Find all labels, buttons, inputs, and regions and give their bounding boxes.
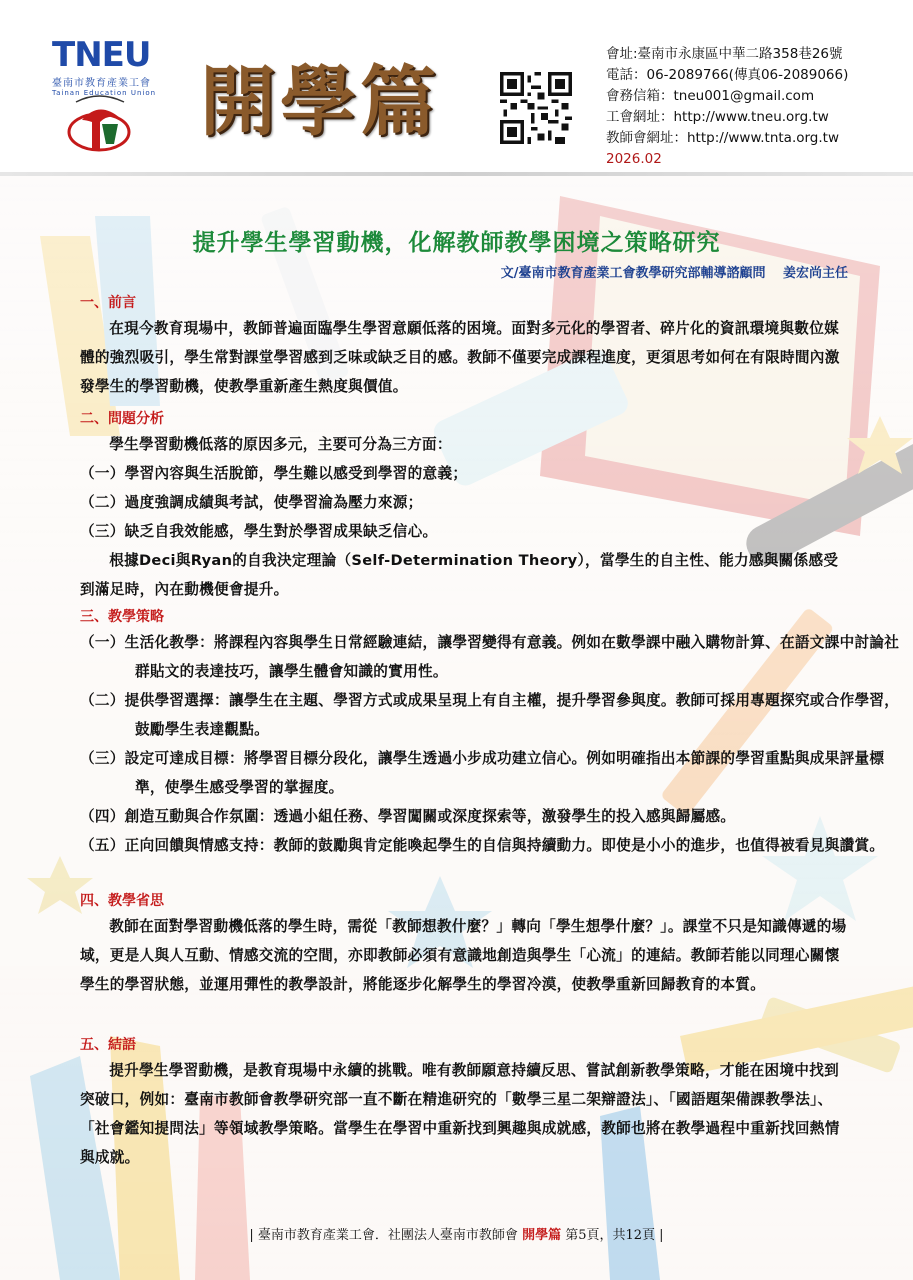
strategy-item-2: （二）提供學習選擇：讓學生在主題、學習方式或成果呈現上有自主權，提升學習參與度。教師可採用專題探究或合作學習，鼓勵學生表達觀點。 — [80, 692, 900, 738]
analysis-para: 根據Deci與Ryan的自我決定理論（Self-Determination Theory），當學生的自主性、能力感與關係感受到滿足時，內在動機便會提升。 — [80, 552, 839, 598]
section-heading-conclusion: 五、結語 — [80, 1037, 136, 1053]
section-para-conclusion: 提升學生學習動機，是教育現場中永續的挑戰。唯有教師願意持續反思、嘗試創新教學策略，才能在困境中找到突破口，例如：臺南市教師會教學研究部一直不斷在精進研究的「數學三星二架辯證法」、「國語題架備課教學法」、「社會鑑知提問法」等領域教學策略。當學生在學習中重新找到興趣與成就感，教師也將在教學過程中重新找回熱情與成就。 — [80, 1062, 840, 1166]
phone: 電話：06-2089766(傳真06-2089066) — [606, 67, 849, 83]
analysis-item-2: （二）過度強調成績與考試，使學習淪為壓力來源； — [80, 494, 423, 511]
teachers-association-logo — [62, 92, 137, 160]
union-website: 工會網址：http://www.tneu.org.tw — [606, 109, 829, 125]
qr-code-icon — [500, 72, 572, 144]
logo-en: Tainan Education Union — [52, 89, 157, 97]
article-author: 文/臺南市教育產業工會教學研究部輔導諮顧問 姜宏尚主任 — [500, 266, 848, 281]
strategy-item-5: （五）正向回饋與情感支持：教師的鼓勵與肯定能喚起學生的自信與持續動力。即使是小小的進步，也值得被看見與讚賞。 — [80, 837, 885, 854]
address: 會址:臺南市永康區中華二路358巷26號 — [606, 46, 843, 62]
section-heading-analysis: 二、問題分析 — [80, 411, 164, 427]
section-heading-intro: 一、前言 — [80, 295, 136, 311]
analysis-item-3: （三）缺乏自我效能感，學生對於學習成果缺乏信心。 — [80, 523, 438, 540]
footer-org: | 臺南市教育產業工會．社團法人臺南市教師會 — [249, 1228, 523, 1243]
analysis-intro: 學生學習動機低落的原因多元，主要可分為三方面： — [109, 436, 452, 453]
contact-info — [606, 44, 848, 170]
masthead-title: 開學篇 — [200, 57, 440, 146]
footer-page: 第5頁，共12頁 | — [561, 1228, 664, 1243]
logo-cn: 臺南市教育產業工會 — [52, 78, 151, 89]
strategy-item-3: （三）設定可達成目標：將學習目標分段化，讓學生透過小步成功建立信心。例如明確指出本節課的學習重點與成果評量標準，使學生感受學習的掌握度。 — [80, 750, 885, 796]
strategy-item-1: （一）生活化教學：將課程內容與學生日常經驗連結，讓學習變得有意義。例如在數學課中融入購物計算、在語文課中討論社群貼文的表達技巧，讓學生體會知識的實用性。 — [80, 634, 900, 680]
tneu-logo — [52, 35, 157, 97]
header — [0, 0, 913, 175]
section-heading-strategy: 三、教學策略 — [80, 609, 164, 625]
strategy-item-4: （四）創造互動與合作氛圍：透過小組任務、學習闖關或深度探索等，激發學生的投入感與歸屬感。 — [80, 808, 736, 825]
section-heading-reflection: 四、教學省思 — [80, 893, 164, 909]
email: 會務信箱：tneu001@gmail.com — [606, 88, 815, 104]
footer-issue: 開學篇 — [522, 1228, 562, 1243]
teacher-website: 教師會網址：http://www.tnta.org.tw — [606, 130, 840, 146]
section-para-reflection: 教師在面對學習動機低落的學生時，需從「教師想教什麼？」轉向「學生想學什麼？」。課堂不只是知識傳遞的場域，更是人與人互動、情感交流的空間，亦即教師必須有意識地創造與學生「心流」的連結。教師若能以同理心關懷學生的學習狀態，並運用彈性的教學設計，將能逐步化解學生的學習冷漠，使教學重新回歸教育的本質。 — [80, 918, 847, 993]
logo-eu: EU — [101, 35, 151, 75]
logo-tn: TN — [52, 35, 102, 75]
issue-date: 2026.02 — [606, 151, 662, 167]
article — [0, 176, 913, 1206]
page-footer — [0, 1224, 913, 1243]
article-title: 提升學生學習動機，化解教師教學困境之策略研究 — [192, 230, 721, 256]
analysis-item-1: （一）學習內容與生活脫節，學生難以感受到學習的意義； — [80, 465, 468, 482]
section-para-intro: 在現今教育現場中，教師普遍面臨學生學習意願低落的困境。面對多元化的學習者、碎片化的資訊環境與數位媒體的強烈吸引，學生常對課堂學習感到乏味或缺乏目的感。教師不僅要完成課程進度，更須思考如何在有限時間內激發學生的學習動機，使教學重新產生熱度與價值。 — [80, 320, 840, 395]
